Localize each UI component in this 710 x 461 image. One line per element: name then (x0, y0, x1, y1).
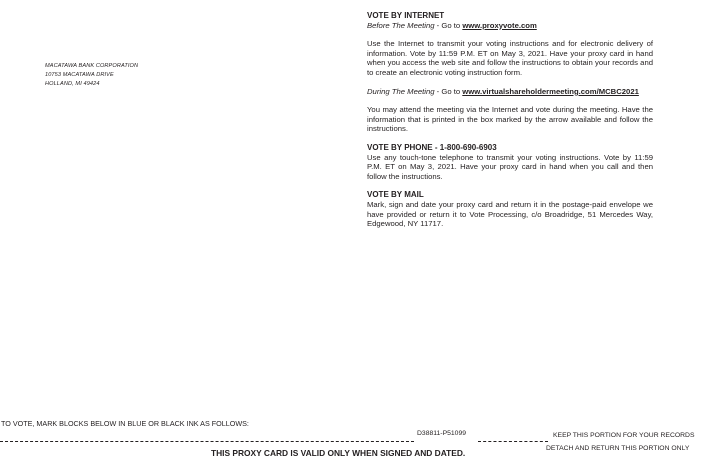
return-address-city: HOLLAND, MI 49424 (45, 81, 100, 87)
before-goto-text: - Go to (434, 20, 463, 30)
during-meeting-label: During The Meeting (367, 86, 435, 96)
card-code: D38811-P51099 (417, 430, 467, 437)
detach-line-left (0, 441, 414, 442)
return-address-company: MACATAWA BANK CORPORATION (45, 63, 139, 69)
return-address-street: 10753 MACATAWA DRIVE (45, 72, 114, 78)
return-address (45, 62, 138, 89)
before-meeting-text: Use the Internet to transmit your voting instructions and for electronic delivery of information. Vote by 11:59 P.M. ET on May 3, 2021. Have your proxy card in hand when you access the web site and follow the instructions to obtain your records and to create an electronic voting instruction form. (367, 39, 653, 77)
phone-heading: VOTE BY PHONE - 1-800-690-6903 (367, 142, 497, 152)
detach-line-right (478, 441, 548, 442)
mail-heading: VOTE BY MAIL (367, 190, 424, 200)
valid-notice: THIS PROXY CARD IS VALID ONLY WHEN SIGNED AND DATED. (211, 448, 466, 458)
during-goto-text: - Go to (434, 86, 463, 96)
during-meeting-text: You may attend the meeting via the Internet and vote during the meeting. Have the information that is printed in the box marked by the arrow available and follow the instructions. (367, 105, 653, 134)
before-meeting-line (367, 21, 653, 31)
internet-heading: VOTE BY INTERNET (367, 11, 445, 20)
proxyvote-link[interactable]: www.proxyvote.com (462, 20, 537, 30)
before-meeting-label: Before The Meeting (367, 20, 435, 30)
mail-text: Mark, sign and date your proxy card and return it in the postage-paid envelope we have provided or return it to Vote Processing, c/o Broadridge, 51 Mercedes Way, Edgewood, NY 11717. (367, 199, 653, 229)
mark-instructions: TO VOTE, MARK BLOCKS BELOW IN BLUE OR BLACK INK AS FOLLOWS: (1, 419, 249, 428)
voting-instructions (367, 11, 653, 229)
during-meeting-line (367, 87, 653, 97)
virtual-meeting-link[interactable]: www.virtualshareholdermeeting.com/MCBC2021 (462, 86, 639, 96)
phone-text: Use any touch-tone telephone to transmit your voting instructions. Vote by 11:59 P.M. ET on May 3, 2021. Have your proxy card in hand when you call and then follow the instructions. (367, 152, 653, 181)
detach-portion-text: DETACH AND RETURN THIS PORTION ONLY (546, 445, 690, 452)
keep-portion-text: KEEP THIS PORTION FOR YOUR RECORDS (553, 432, 695, 439)
